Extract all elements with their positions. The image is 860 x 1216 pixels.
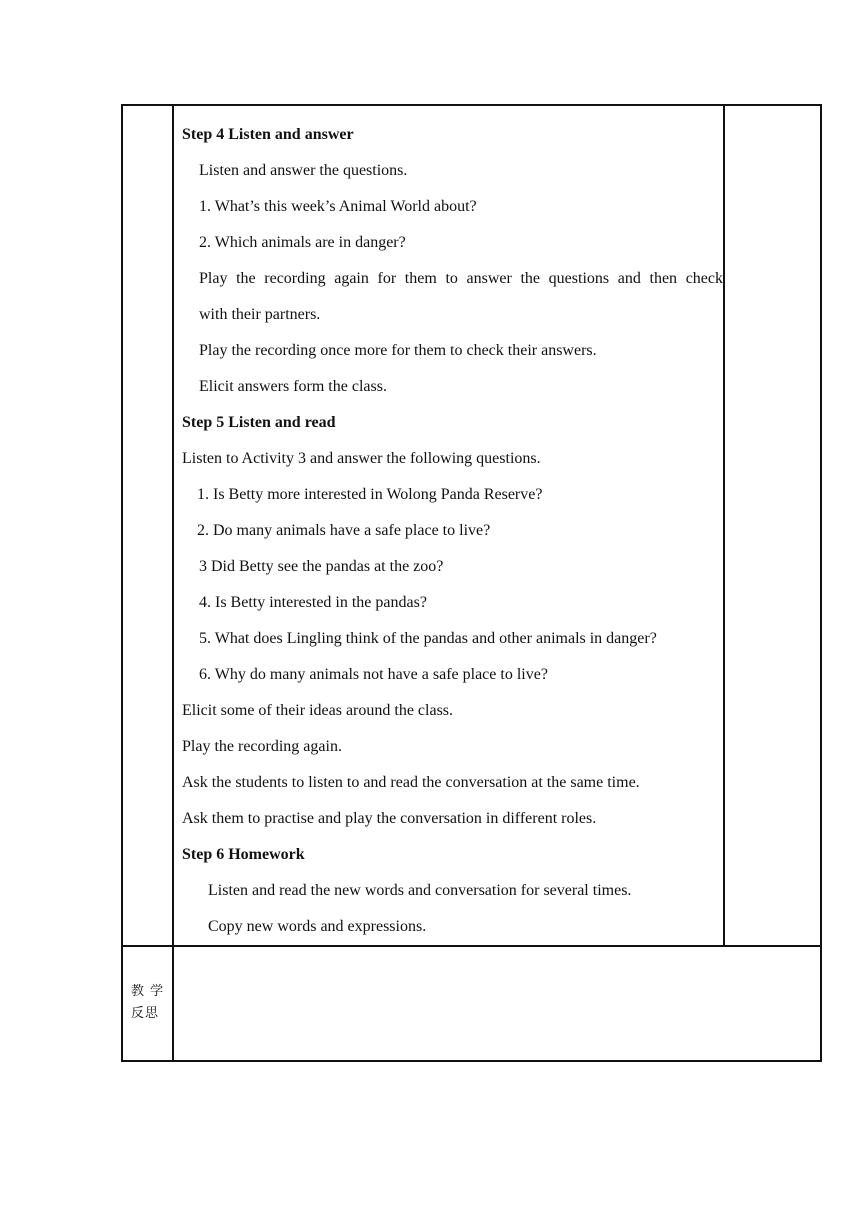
step5-intro: Listen to Activity 3 and answer the following questions. xyxy=(182,450,541,467)
reflection-row xyxy=(122,946,821,1061)
step5-question: 4. Is Betty interested in the pandas? xyxy=(199,594,427,611)
procedure-row xyxy=(122,105,821,946)
step4-line: Listen and answer the questions. xyxy=(199,162,408,179)
reflection-label-line1: 教 学 xyxy=(131,984,165,999)
step5-line: Ask them to practise and play the conversation in different roles. xyxy=(182,810,597,827)
reflection-label-line2: 反思 xyxy=(131,1006,160,1021)
step5-question: 1. Is Betty more interested in Wolong Panda Reserve? xyxy=(197,486,543,503)
step5-question: 3 Did Betty see the pandas at the zoo? xyxy=(199,558,444,575)
procedure-content-cell xyxy=(173,105,724,946)
step5-question: 5. What does Lingling think of the pandas and other animals in danger? xyxy=(199,630,657,647)
step5-line: Elicit some of their ideas around the class. xyxy=(182,702,454,719)
step5-line: Ask the students to listen to and read the conversation at the same time. xyxy=(182,774,640,791)
step4-line: Elicit answers form the class. xyxy=(199,378,387,395)
step4-line: Play the recording once more for them to check their answers. xyxy=(199,342,597,359)
step4-line: 1. What’s this week’s Animal World about? xyxy=(199,198,477,215)
reflection-content-cell xyxy=(173,946,821,1061)
left-label-cell xyxy=(122,105,173,946)
step5-heading: Step 5 Listen and read xyxy=(182,414,336,431)
step5-question: 2. Do many animals have a safe place to live? xyxy=(197,522,491,539)
step6-heading: Step 6 Homework xyxy=(182,846,305,863)
step5-question: 6. Why do many animals not have a safe place to live? xyxy=(199,666,548,683)
step4-line: 2. Which animals are in danger? xyxy=(199,234,406,251)
step4-heading: Step 4 Listen and answer xyxy=(182,126,354,143)
right-notes-cell xyxy=(724,105,821,946)
lesson-plan-table xyxy=(121,104,822,1062)
step4-line: Play the recording again for them to answer the questions and then check xyxy=(199,270,723,287)
step5-line: Play the recording again. xyxy=(182,738,342,755)
step6-line: Listen and read the new words and conversation for several times. xyxy=(208,882,632,899)
reflection-label-cell xyxy=(122,946,173,1061)
step4-line: with their partners. xyxy=(199,306,321,323)
step6-line: Copy new words and expressions. xyxy=(208,918,427,935)
